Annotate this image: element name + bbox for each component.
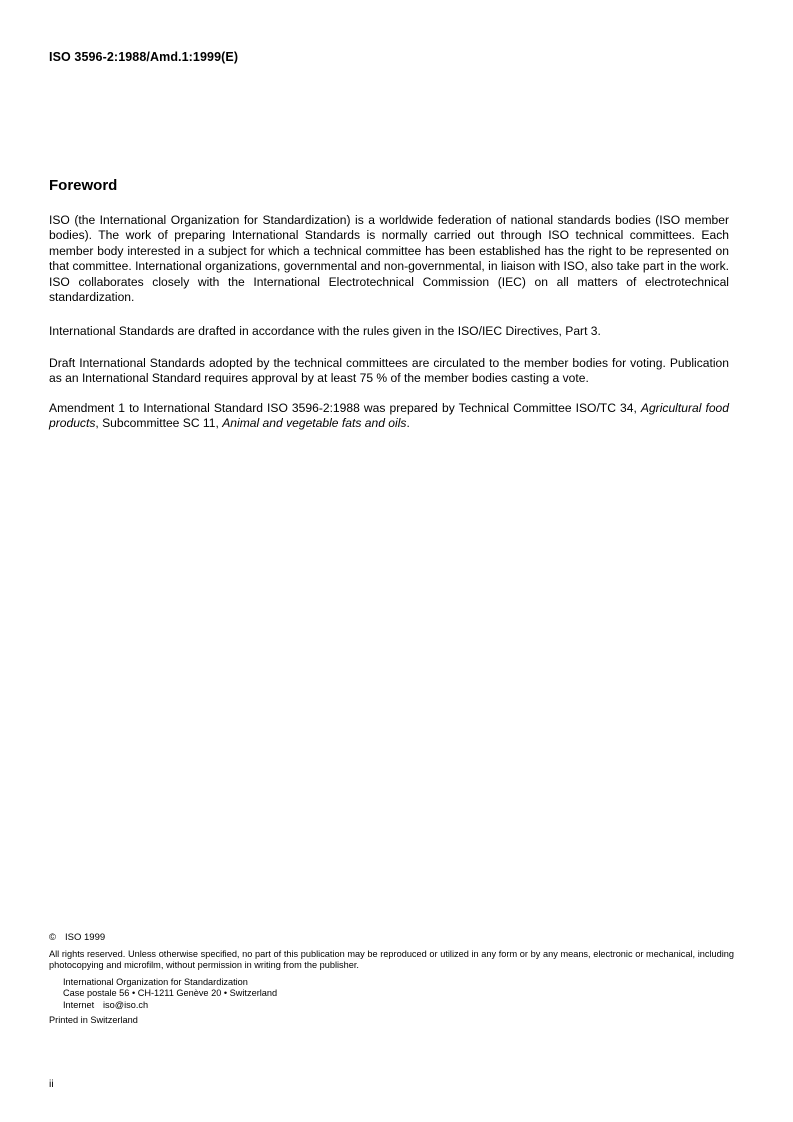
document-id-header: ISO 3596-2:1988/Amd.1:1999(E) xyxy=(49,50,239,64)
foreword-paragraph-4 xyxy=(49,401,729,432)
copyright-notice: ISO 1999 xyxy=(65,932,106,943)
copyright-icon: © xyxy=(49,932,56,943)
postal-address: Case postale 56 • CH-1211 Genève 20 • Switzerland xyxy=(63,988,278,998)
committee-title: Agricultural food products xyxy=(49,401,729,431)
internet-line xyxy=(63,1000,734,1012)
publisher-address xyxy=(49,977,734,1012)
subcommittee-title: Animal and vegetable fats and oils xyxy=(222,416,407,431)
org-name: International Organization for Standardization xyxy=(63,976,248,987)
foreword-paragraph-2: International Standards are drafted in accordance with the rules given in the ISO/IEC Directives, Part 3. xyxy=(49,324,601,338)
copyright-block xyxy=(49,932,734,1027)
printed-location: Printed in Switzerland xyxy=(49,1015,138,1025)
paragraph-4-text-1: Amendment 1 to International Standard ISO 3596-2:1988 was prepared by Technical Committee ISO/TC 34, xyxy=(49,401,641,415)
internet-label: Internet xyxy=(63,999,95,1010)
paragraph-4-text-3: . xyxy=(406,416,410,431)
page-number: ii xyxy=(49,1078,54,1090)
email-address: iso@iso.ch xyxy=(103,999,149,1010)
foreword-paragraph-3: Draft International Standards adopted by the technical committees are circulated to the member bodies for voting. Publication as an International Standard requires approval by at least 75 % of the member bodies casting a vote. xyxy=(49,356,729,386)
foreword-heading: Foreword xyxy=(49,177,118,194)
paragraph-4-text-2: , Subcommittee SC 11, xyxy=(95,416,223,431)
foreword-paragraph-1: ISO (the International Organization for Standardization) is a worldwide federation of national standards bodies (ISO member bodies). The work of preparing International Standards is normally carried out through ISO technical committees. Each member body interested in a subject for which a technical committee has been established has the right to be represented on that committee. International organizations, governmental and non-governmental, in liaison with ISO, also take part in the work. ISO collaborates closely with the International Electrotechnical Commission (IEC) on all matters of electrotechnical standardization. xyxy=(49,213,729,305)
rights-statement: All rights reserved. Unless otherwise specified, no part of this publication may be reproduced or utilized in any form or by any means, electronic or mechanical, including photocopying and microfilm, without permission in writing from the publisher. xyxy=(49,948,734,970)
copyright-line xyxy=(49,932,734,944)
